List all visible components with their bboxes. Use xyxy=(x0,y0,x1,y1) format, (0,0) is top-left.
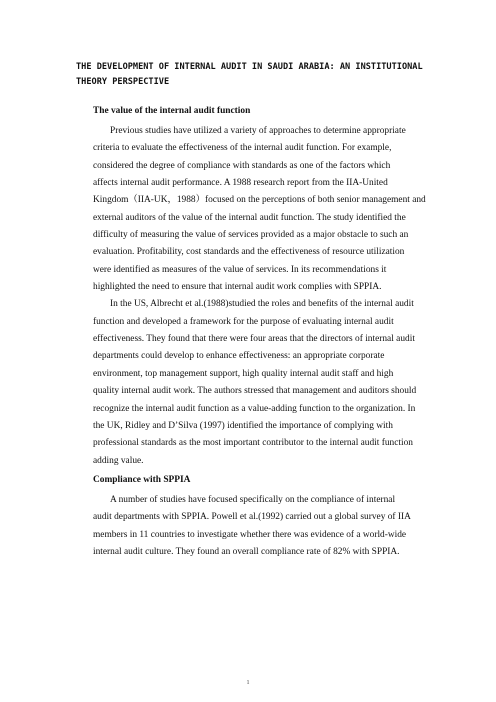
title-line: THEORY PERSPECTIVE xyxy=(76,77,170,87)
paragraph xyxy=(76,296,431,469)
page-number: 1 xyxy=(246,680,250,686)
text-line: environment, top management support, high quality internal audit staff and high xyxy=(93,368,394,379)
document-title xyxy=(76,60,436,90)
text-line: Kingdom（IIA-UK，1988）focused on the perceptions of both senior management and xyxy=(93,195,426,206)
section-heading-value: The value of the internal audit function xyxy=(93,106,251,116)
text-line: evaluation. Profitability, cost standards and the effectiveness of resource utilization xyxy=(93,247,405,258)
text-line: affects internal audit performance. A 1988 research report from the IIA-United xyxy=(93,178,388,189)
text-line: criteria to evaluate the effectiveness of the internal audit function. For example, xyxy=(93,143,392,154)
text-line: members in 11 countries to investigate whether there was evidence of a world-wide xyxy=(93,529,407,540)
text-line: A number of studies have focused specifically on the compliance of internal xyxy=(110,494,396,505)
text-line: In the US, Albrecht et al.(1988)studied the roles and benefits of the internal audit xyxy=(110,299,414,310)
text-line: function and developed a framework for the purpose of evaluating internal audit xyxy=(93,316,394,327)
section-heading-compliance: Compliance with SPPIA xyxy=(93,474,191,485)
title-line: THE DEVELOPMENT OF INTERNAL AUDIT IN SAUDI ARABIA: AN INSTITUTIONAL xyxy=(76,62,423,72)
text-line: external auditors of the value of the internal audit function. The study identified the xyxy=(93,212,406,223)
text-line: recognize the internal audit function as a value-adding function to the organization. In xyxy=(93,403,416,414)
text-line: were identified as measures of the value of services. In its recommendations it xyxy=(93,264,387,275)
text-line: Previous studies have utilized a variety of approaches to determine appropriate xyxy=(110,126,406,136)
text-line: quality internal audit work. The authors stressed that management and auditors should xyxy=(93,386,417,397)
paragraph xyxy=(76,123,431,296)
text-line: considered the degree of compliance with standards as one of the factors which xyxy=(93,160,391,171)
text-line: difficulty of measuring the value of services provided as a major obstacle to such an xyxy=(93,230,409,241)
document-body xyxy=(76,104,431,561)
paragraph xyxy=(76,492,431,561)
text-line: highlighted the need to ensure that internal audit work complies with SPPIA. xyxy=(93,282,382,293)
text-line: effectiveness. They found that there were four areas that the directors of internal audit xyxy=(93,334,415,345)
text-line: departments could develop to enhance effectiveness: an appropriate corporate xyxy=(93,351,385,362)
text-line: internal audit culture. They found an overall compliance rate of 82% with SPPIA. xyxy=(93,546,400,557)
text-line: professional standards as the most important contributor to the internal audit function xyxy=(93,438,413,449)
text-line: audit departments with SPPIA. Powell et al.(1992) carried out a global survey of IIA xyxy=(93,512,411,523)
text-line: the UK, Ridley and D’Silva (1997) identified the importance of complying with xyxy=(93,420,393,431)
text-line: adding value. xyxy=(93,455,144,466)
